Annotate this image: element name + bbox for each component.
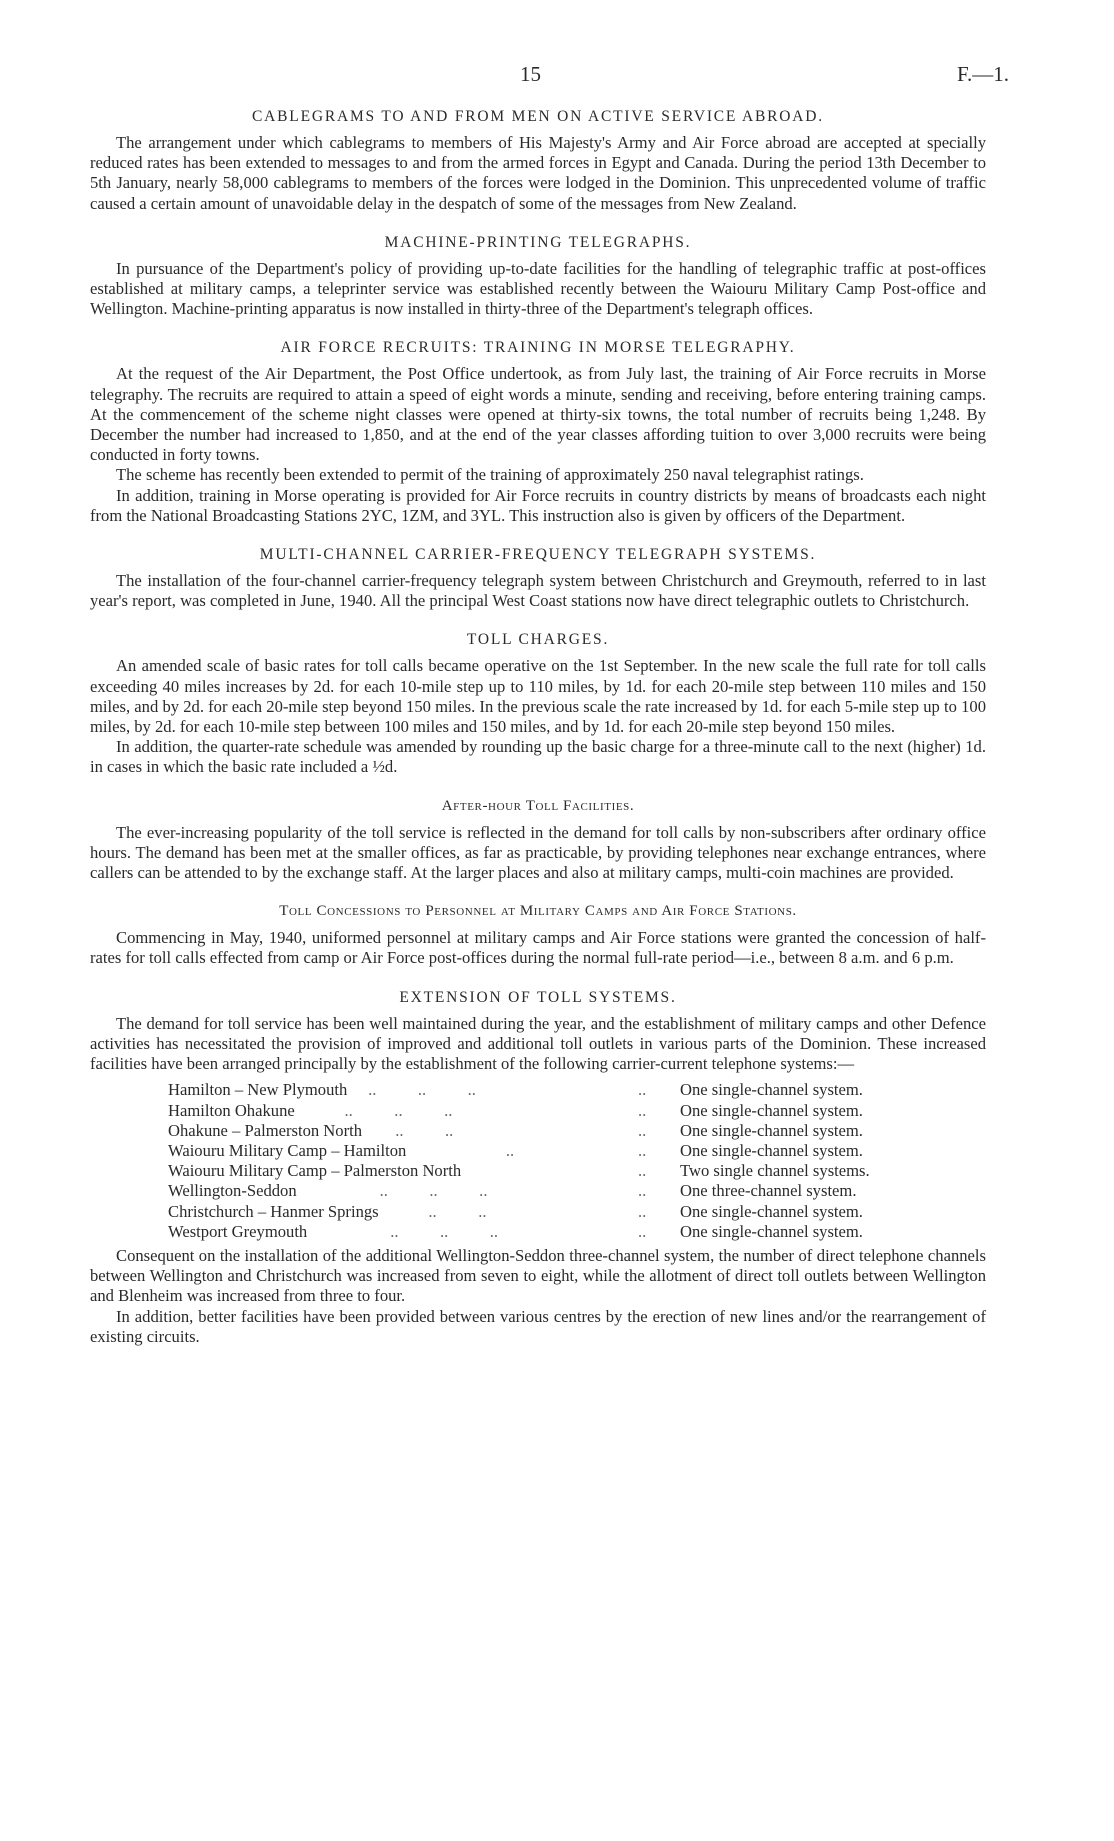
paragraph: At the request of the Air Department, the Post Office undertook, as from July last, the training of Air Force recruits in Morse telegraphy. The recruits are required to attain a speed of eight words a minute, sending and receiving, before entering training camps. At the commencement of the scheme night classes were opened at thirty-six towns, the total number of recruits being 1,248. By December the number had increased to 1,850, and at the end of the year classes affording tuition to over 3,000 recruits were being conducted in forty towns. [90,364,986,465]
paragraph: The ever-increasing popularity of the toll service is reflected in the demand for toll calls by non-subscribers after ordinary office hours. The demand has been met at the smaller offices, as far as practicable, by providing telephones near exchange entrances, where callers can be attended to by the exchange staff. At the larger places and also at military camps, multi-coin machines are provided. [90,822,986,883]
route-name: Wellington-Seddon [168,1181,297,1201]
paragraph: In addition, better facilities have been provided between various centres by the erection of new lines and/or the rearrangement of existing circuits. [90,1306,986,1346]
section-heading: TOLL CHARGES. [466,631,610,649]
section-heading: CABLEGRAMS TO AND FROM MEN ON ACTIVE SERVICE ABROAD. [252,108,824,125]
paragraph: Commencing in May, 1940, uniformed personnel at military camps and Air Force stations were granted the concession of half-rates for toll calls effected from camp or Air Force post-offices during the normal full-rate period—i.e., between 8 a.m. and 6 p.m. [90,928,986,968]
system-description: One single-channel system. [680,1221,863,1241]
system-description: One three-channel system. [680,1181,857,1201]
page-number: 15 [520,62,541,86]
system-description: One single-channel system. [680,1140,863,1160]
toll-routes-table [168,1080,910,1242]
route-name: Waiouru Military Camp – Palmerston North [168,1161,462,1181]
document-reference: F.—1. [957,62,1009,86]
paragraph: The arrangement under which cablegrams to members of His Majesty's Army and Air Force abroad are accepted at specially reduced rates has been extended to messages to and from the armed forces in Egypt and Canada. During the period 13th December to 5th January, nearly 58,000 cablegrams to members of the forces were lodged in the Dominion. This unprecedented volume of traffic caused a certain amount of unavoidable delay in the despatch of some of the messages from New Zealand. [90,133,986,213]
route-name: Westport Greymouth [168,1221,308,1241]
paragraph: In addition, training in Morse operating is provided for Air Force recruits in country districts by means of broadcasts each night from the National Broadcasting Stations 2YC, 1ZM, and 3YL. This instruction also is given by officers of the Department. [90,485,986,525]
dot-leader: .. [638,1140,647,1160]
paragraph: In pursuance of the Department's policy of providing up-to-date facilities for the handling of telegraphic traffic at post-offices established at military camps, a teleprinter service was established recently between the Waiouru Military Camp Post-office and Wellington. Machine-printing apparatus is now installed in thirty-three of the Department's telegraph offices. [90,258,986,319]
table-row [168,1181,910,1201]
table-row [168,1080,910,1100]
paragraph: Consequent on the installation of the additional Wellington-Seddon three-channel system, the number of direct telephone channels between Wellington and Christchurch was increased from seven to eight, while the allotment of direct toll outlets between Wellington and Blenheim was increased from three to four. [90,1245,986,1306]
route-name: Waiouru Military Camp – Hamilton [168,1140,407,1160]
section-heading: MULTI-CHANNEL CARRIER-FREQUENCY TELEGRAPH SYSTEMS. [259,546,817,564]
section-heading: EXTENSION OF TOLL SYSTEMS. [399,988,677,1006]
table-row [168,1101,910,1121]
dot-leader: .. .. .. [379,1181,488,1201]
paragraph: The demand for toll service has been well maintained during the year, and the establishment of military camps and other Defence activities has necessitated the provision of improved and additional toll outlets in various parts of the Dominion. These increased facilities have been arranged principally by the establishment of the following carrier-current telephone systems:— [90,1013,986,1074]
system-description: One single-channel system. [680,1201,863,1221]
dot-leader: .. [638,1100,647,1120]
dot-leader: .. .. .. [344,1100,453,1120]
system-description: Two single channel systems. [680,1161,870,1181]
dot-leader: .. .. .. [390,1221,499,1241]
route-name: Hamilton Ohakune [168,1100,295,1120]
dot-leader: .. .. [428,1201,487,1221]
dot-leader: .. [638,1120,647,1140]
paragraph: An amended scale of basic rates for toll calls became operative on the 1st September. In the new scale the full rate for toll calls exceeding 40 miles increases by 2d. for each 10-mile step up to 110 miles, by 1d. for each 20-mile step between 110 miles and 150 miles, and by 2d. for each 20-mile step beyond 150 miles. In the previous scale the rate increased by 1d. for each 5-mile step up to 100 miles, by 2d. for each 10-mile step between 100 miles and 150 miles, and by 1d. for each 20-mile step beyond 150 miles. [90,656,986,737]
system-description: One single-channel system. [680,1120,863,1140]
dot-leader: .. [638,1080,647,1100]
dot-leader: .. [638,1161,647,1181]
document-body [90,108,986,1347]
route-name: Christchurch – Hanmer Springs [168,1201,379,1221]
dot-leader: .. .. .. [368,1080,476,1100]
table-row [168,1202,910,1222]
dot-leader: .. [638,1181,647,1201]
table-row [168,1222,910,1242]
dot-leader: .. [638,1221,647,1241]
paragraph: The installation of the four-channel carrier-frequency telegraph system between Christchurch and Greymouth, referred to in last year's report, was completed in June, 1940. All the principal West Coast stations now have direct telegraphic outlets to Christchurch. [90,571,986,611]
paragraph: The scheme has recently been extended to permit of the training of approximately 250 naval telegraphist ratings. [116,465,864,485]
table-row [168,1161,910,1181]
system-description: One single-channel system. [680,1100,863,1120]
route-name: Hamilton – New Plymouth [168,1080,348,1100]
section-heading: AIR FORCE RECRUITS: TRAINING IN MORSE TELEGRAPHY. [280,339,796,357]
dot-leader: .. [638,1201,647,1221]
table-row [168,1141,910,1161]
section-subheading: After-hour Toll Facilities. [441,797,635,814]
section-heading: MACHINE-PRINTING TELEGRAPHS. [384,233,692,251]
section-subheading: Toll Concessions to Personnel at Military Camps and Air Force Stations. [279,903,797,920]
table-row [168,1121,910,1141]
dot-leader: .. .. [395,1120,454,1140]
dot-leader: .. [505,1140,515,1160]
system-description: One single-channel system. [680,1080,863,1100]
paragraph: In addition, the quarter-rate schedule was amended by rounding up the basic charge for a three-minute call to the next (higher) 1d. in cases in which the basic rate included a ½d. [90,737,986,777]
route-name: Ohakune – Palmerston North [168,1120,363,1140]
